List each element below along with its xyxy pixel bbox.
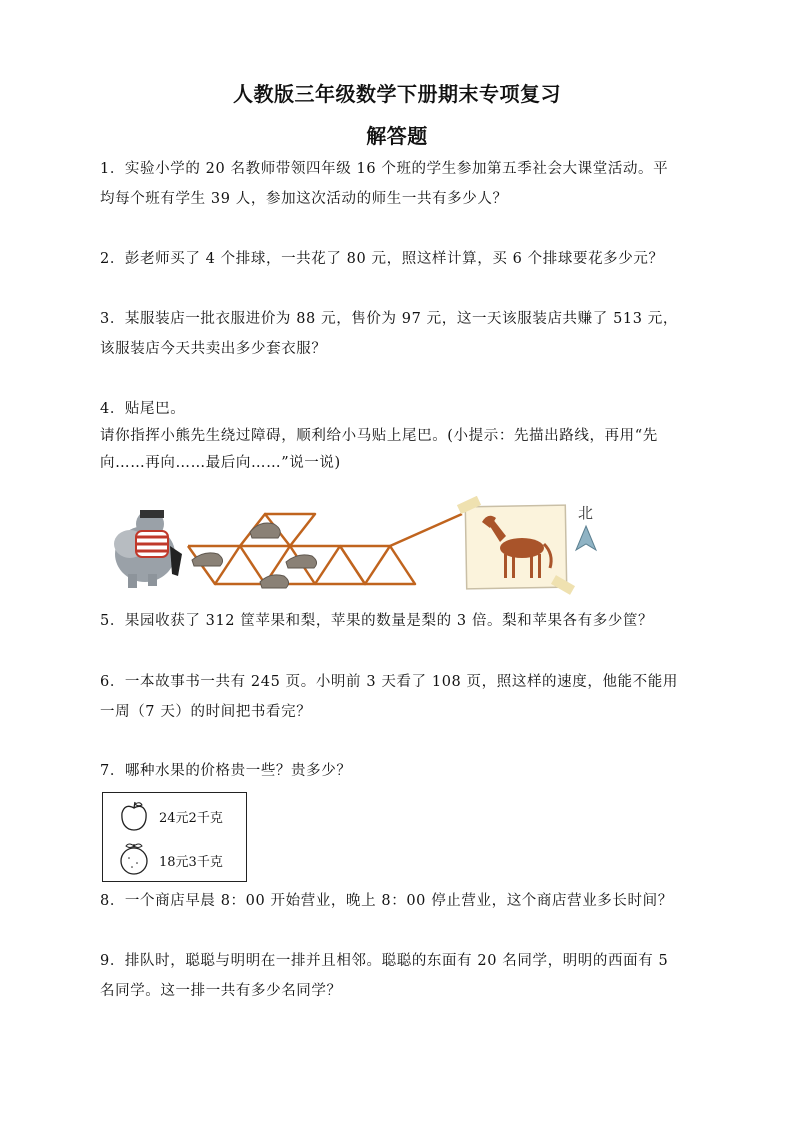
question-line: 名同学。这一排一共有多少名同学？: [100, 983, 342, 999]
question-line: 9．排队时，聪聪与明明在一排并且相邻。聪聪的东面有 20 名同学，明明的西面有 5: [100, 953, 669, 969]
question-line: 7．哪种水果的价格贵一些？贵多少？: [100, 763, 352, 779]
question-3: [100, 304, 698, 364]
question-line: 4．贴尾巴。: [100, 401, 186, 417]
north-label: 北: [578, 504, 594, 522]
question-line: 8．一个商店早晨 8：00 开始营业，晚上 8：00 停止营业，这个商店营业多长时间？: [100, 893, 673, 909]
question-7: [100, 756, 698, 786]
question-9: [100, 946, 698, 1006]
question-6: [100, 667, 698, 727]
question-line: 2．彭老师买了 4 个排球，一共花了 80 元，照这样计算，买 6 个排球要花多少元？: [100, 251, 664, 267]
question-line: 5．果园收获了 312 筐苹果和梨，苹果的数量是梨的 3 倍。梨和苹果各有多少筐？: [100, 613, 654, 629]
question-line: 该服装店今天共卖出多少套衣服？: [100, 341, 327, 357]
question-8: [100, 886, 698, 916]
question-line: 6．一本故事书一共有 245 页。小明前 3 天看了 108 页，照这样的速度，他能不能用: [100, 674, 678, 690]
question-4: [100, 394, 698, 478]
apple-row: [103, 795, 248, 837]
north-arrow-icon: [576, 504, 596, 550]
question-line: 向……再向……最后向……”说一说): [100, 455, 341, 471]
question-1: [100, 154, 698, 214]
apple-price: 24元2千克: [159, 811, 223, 826]
question-line: 均每个班有学生 39 人，参加这次活动的师生一共有多少人？: [100, 191, 508, 207]
orange-icon: [117, 841, 151, 877]
horse-card: [457, 496, 575, 595]
question-line: 3．某服装店一批衣服进价为 88 元，售价为 97 元，这一天该服装店共赚了 513 元，: [100, 311, 678, 327]
question-2: [100, 244, 698, 274]
fruit-price-table: [102, 792, 247, 882]
question-line: 1．实验小学的 20 名教师带领四年级 16 个班的学生参加第五季社会大课堂活动。平: [100, 161, 669, 177]
question-5: [100, 606, 698, 636]
apple-icon: [117, 799, 151, 833]
question-line: 请你指挥小熊先生绕过障碍，顺利给小马贴上尾巴。(小提示：先描出路线，再用“先: [100, 428, 658, 444]
question-line: 一周（7 天）的时间把书看完？: [100, 704, 312, 720]
page-title: 人教版三年级数学下册期末专项复习: [233, 82, 561, 106]
bear-icon: [114, 510, 182, 588]
orange-price: 18元3千克: [159, 855, 223, 870]
bear-horse-figure: [100, 496, 620, 596]
triangle-path: [188, 514, 462, 584]
page-subtitle: 解答题: [366, 124, 428, 148]
orange-row: [103, 839, 248, 881]
